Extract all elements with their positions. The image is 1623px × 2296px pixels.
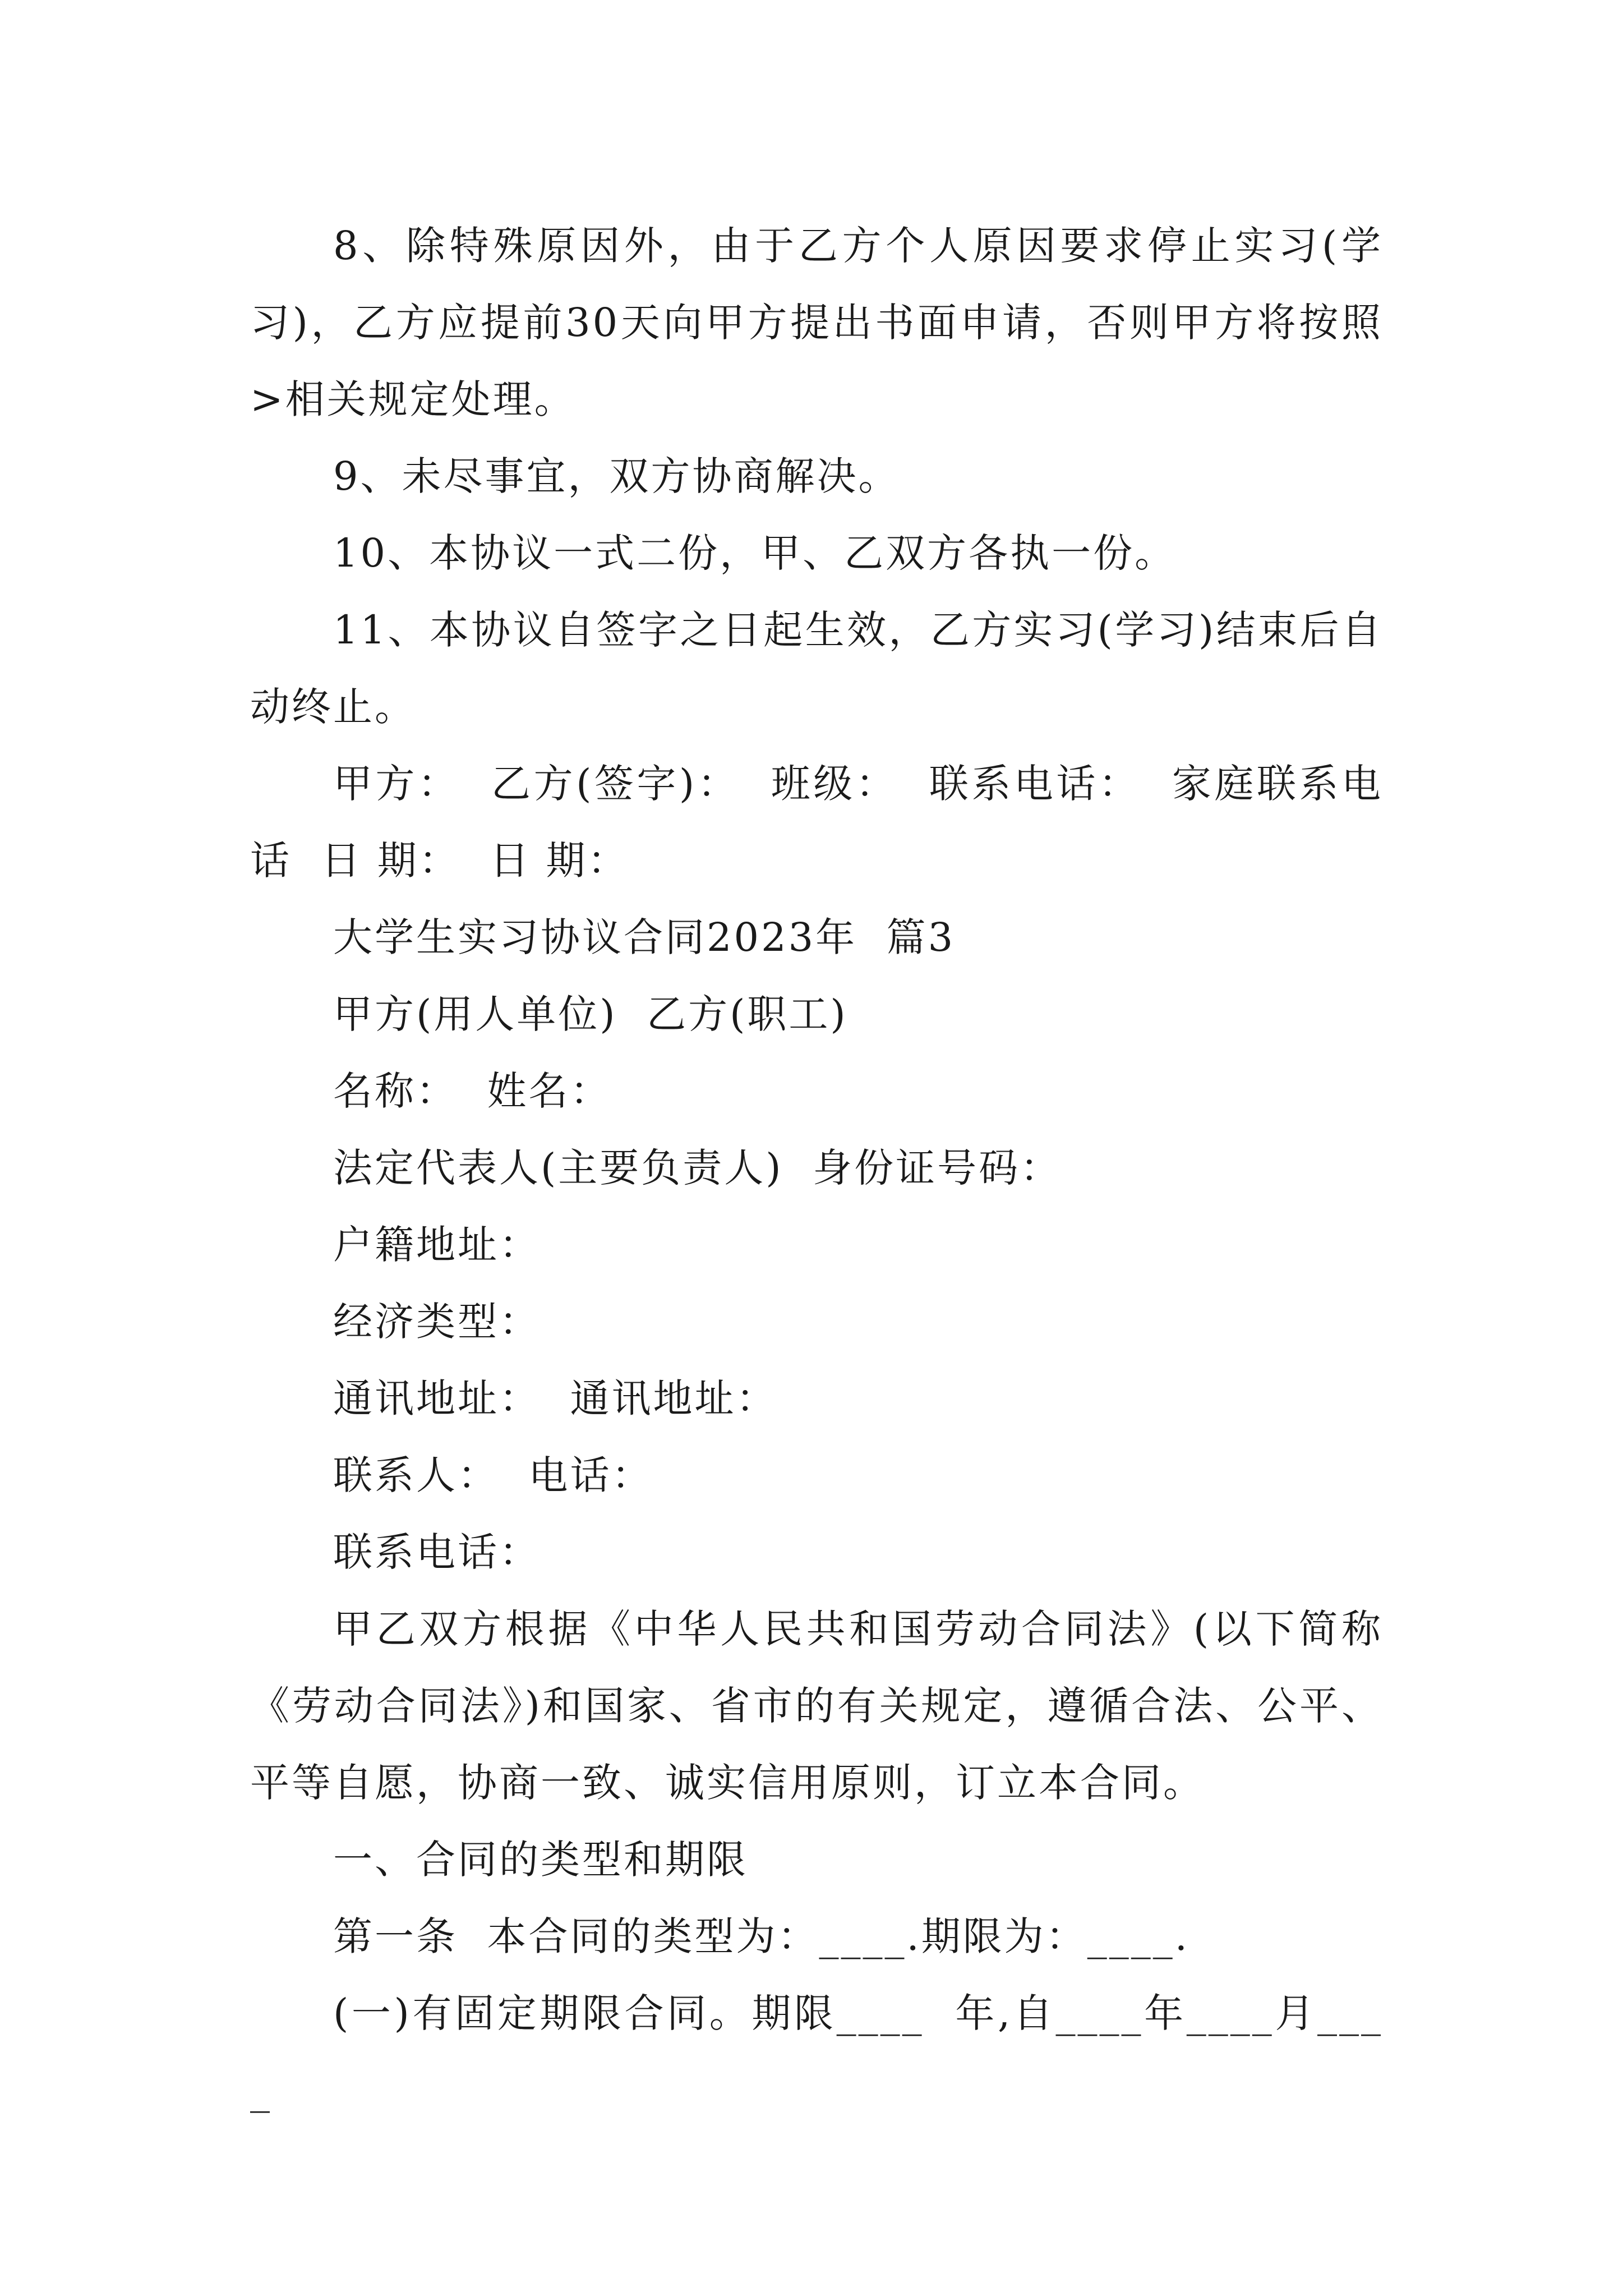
economic-type-line: 经济类型：	[333, 1299, 541, 1345]
clause-10: 10、本协议一式二份，甲、乙双方各执一份。	[333, 530, 1177, 576]
preamble-paragraph: 甲乙双方根据《中华人民共和国劳动合同法》(以下简称《劳动合同法》)和国家、省市的有关规定，遵循合法、公平、平等自愿，协商一致、诚实信用原则，订立本合同。	[250, 1606, 1383, 1806]
household-address-line: 户籍地址：	[333, 1222, 541, 1268]
document-body	[250, 208, 1383, 2129]
clause-9: 9、未尽事宜，双方协商解决。	[333, 453, 900, 499]
section-heading: 大学生实习协议合同2023年 篇3	[333, 914, 956, 960]
article-1-item-1: (一)有固定期限合同。期限____ 年,自____年____月____	[250, 1990, 1383, 2113]
article-1: 第一条 本合同的类型为：____.期限为：____.	[333, 1913, 1190, 1959]
name-line: 名称： 姓名：	[333, 1068, 612, 1114]
mailing-address-line: 通讯地址： 通讯地址：	[333, 1375, 778, 1421]
representative-line: 法定代表人(主要负责人) 身份证号码：	[333, 1145, 1062, 1191]
clause-11: 11、本协议自签字之日起生效，乙方实习(学习)结束后自动终止。	[250, 607, 1383, 730]
signature-block: 甲方： 乙方(签字)： 班级： 联系电话： 家庭联系电话 日 期： 日 期：	[250, 761, 1383, 884]
party-line: 甲方(用人单位) 乙方(职工)	[333, 991, 848, 1037]
contact-phone-line: 联系电话：	[333, 1529, 541, 1575]
clause-8: 8、除特殊原因外，由于乙方个人原因要求停止实习(学习)，乙方应提前30天向甲方提出书面申请，否则甲方将按照>相关规定处理。	[250, 223, 1383, 422]
chapter-heading: 一、合同的类型和期限	[333, 1837, 748, 1883]
contact-person-line: 联系人： 电话：	[333, 1452, 653, 1498]
